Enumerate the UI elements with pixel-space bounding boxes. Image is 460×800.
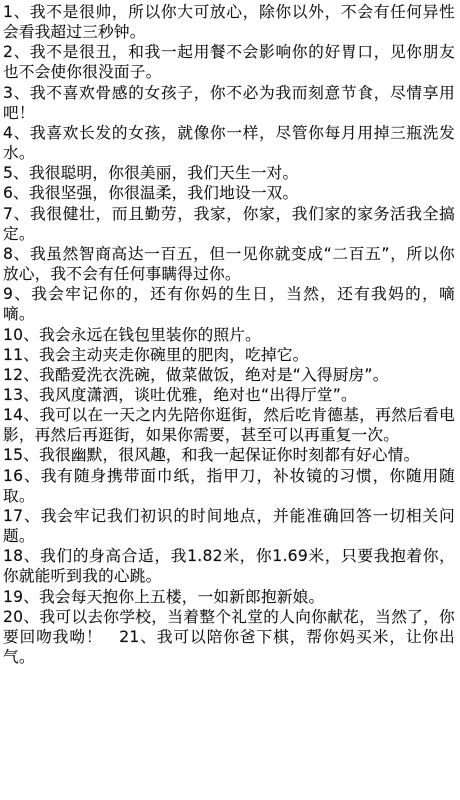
list-item: 8、我虽然智商高达一百五，但一见你就变成“二百五”，所以你放心，我不会有任何事瞒得过你。 <box>3 244 455 284</box>
list-item: 13、我风度潇洒，谈吐优雅，绝对也“出得厅堂”。 <box>3 385 357 404</box>
list-item: 7、我很健壮，而且勤劳，我家，你家，我们家的家务活我全搞定。 <box>3 204 455 243</box>
list-item: 11、我会主动夹走你碗里的肥肉，吃掉它。 <box>3 345 309 364</box>
list-item: 15、我很幽默，很风趣，和我一起保证你时刻都有好心情。 <box>3 446 420 465</box>
list-item: 1、我不是很帅，所以你大可放心，除你以外，不会有任何异性会看我超过三秒钟。 <box>3 3 455 42</box>
list-item: 9、我会牢记你的，还有你妈的生日，当然，还有我妈的，嘀嘀。 <box>3 285 455 324</box>
list-item: 12、我酷爱洗衣洗碗，做菜做饭，绝对是“入得厨房”。 <box>3 365 389 384</box>
list-item: 19、我会每天抱你上五楼，一如新郎抱新娘。 <box>3 587 325 606</box>
list-item: 20、我可以去你学校，当着整个礼堂的人向你献花，当然了，你要回吻我呦！ 21、我可以陪你爸下棋，帮你妈买米，让你出气。 <box>3 607 455 666</box>
list-item: 2、我不是很丑，和我一起用餐不会影响你的好胃口，见你朋友也不会使你很没面子。 <box>3 43 455 82</box>
list-item: 18、我们的身高合适，我1.82米，你1.69米，只要我抱着你，你就能听到我的心跳。 <box>3 547 455 586</box>
list-item: 10、我会永远在钱包里装你的照片。 <box>3 325 261 344</box>
list-item: 16、我有随身携带面巾纸，指甲刀，补妆镜的习惯，你随用随取。 <box>3 466 455 505</box>
list-item: 17、我会牢记我们初识的时间地点，并能准确回答一切相关问题。 <box>3 506 455 546</box>
list-item: 4、我喜欢长发的女孩，就像你一样，尽管你每月用掉三瓶洗发水。 <box>3 123 455 163</box>
document-body <box>3 2 455 796</box>
list-item: 14、我可以在一天之内先陪你逛街，然后吃肯德基，再然后看电影，再然后再逛街，如果你需要，甚至可以再重复一次。 <box>3 406 455 445</box>
list-item: 3、我不喜欢骨感的女孩子，你不必为我而刻意节食，尽情享用吧！ <box>3 83 455 122</box>
list-item: 6、我很坚强，你很温柔，我们地设一双。 <box>3 184 299 203</box>
list-item: 5、我很聪明，你很美丽，我们天生一对。 <box>3 164 299 183</box>
